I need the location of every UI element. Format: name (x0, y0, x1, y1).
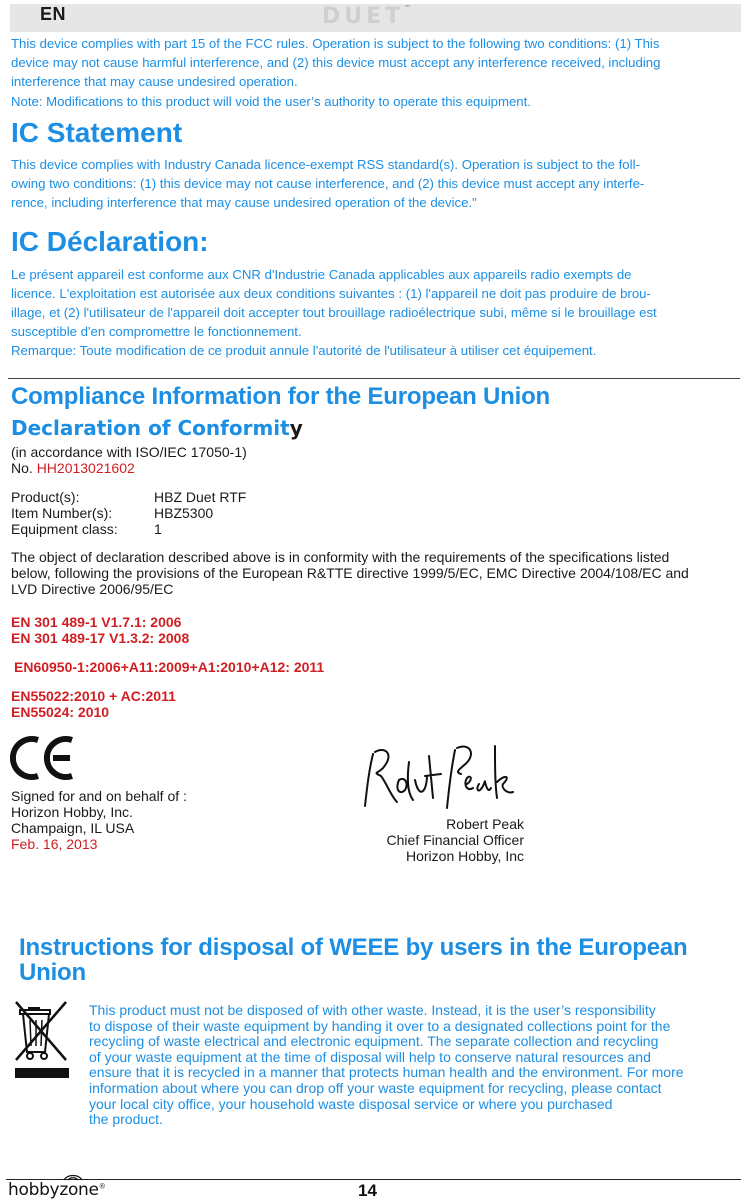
standard-en301489-1: EN 301 489-1 V1.7.1: 2006 (11, 614, 182, 630)
doc-number: No. HH2013021602 (11, 460, 135, 476)
weee-title: Instructions for disposal of WEEE by users in the European Union (19, 934, 688, 986)
doc-title: Declaration of Conformity (11, 416, 303, 440)
ic-statement-text: This device complies with Industry Canada licence-exempt RSS standard(s). Operation is subject to the foll- owing two conditions: (1) this device may not cause interference, and (2) this device must accept any interfe- rence, including interference that may cause undesired operation of the device." (11, 157, 645, 210)
footer-divider (6, 1179, 741, 1180)
standard-en301489-17: EN 301 489-17 V1.3.2: 2008 (11, 630, 190, 646)
section-divider (8, 378, 740, 379)
signature-image (355, 736, 525, 816)
crossed-bin-icon (14, 998, 70, 1080)
eu-compliance-title: Compliance Information for the European Union (11, 383, 551, 410)
ic-statement-title: IC Statement (11, 117, 183, 148)
signatory-block: Robert Peak Chief Financial Officer Horizon Hobby, Inc (386, 816, 524, 864)
fcc-paragraph: This device complies with part 15 of the FCC rules. Operation is subject to the following two conditions: (1) This device may not cause harmful interference, and (2) this device must accept any interference received, including interference that may cause undesired operation. (11, 36, 661, 89)
standard-en55022: EN55022:2010 + AC:2011 (11, 688, 176, 704)
declaration-object: The object of declaration described above is in conformity with the requirements of the specifications listed below, following the provisions of the European R&TTE directive 1999/5/EC, EMC Directive 2004/108/EC and LVD Directive 2006/95/EC (11, 549, 689, 597)
class-value: 1 (154, 521, 162, 537)
product-label: Product(s): (11, 489, 80, 505)
ic-declaration-text: Le présent appareil est conforme aux CNR d'Industrie Canada applicables aux appareils radio exempts de licence. L'exploitation est autorisée aux deux conditions suivantes : (1) l'appareil ne doit pas produire de brou- illage, et (2) l'utilisateur de l'appareil doit accepter tout brouillage radioélectrique subi, même si le brouillage est susceptible d'en compromettre le fonctionnement. Remarque: Toute modification de ce produit annule l'autorité de l'utilisateur à utiliser cet équipement. (11, 267, 657, 358)
hobbyzone-logo: hobbyzone® (8, 1180, 106, 1200)
page-number: 14 (358, 1181, 377, 1200)
weee-text: This product must not be disposed of with other waste. Instead, it is the user’s responsibility to dispose of their waste equipment by handing it over to a designated collections point for the recycling of waste electrical and electronic equipment. The separate collection and recycling of your waste equipment at the time of disposal will help to conserve natural resources and ensure that it is recycled in a manner that protects human health and the environment. For more information about where you can drop off your waste equipment for recycling, please contact your local city office, your household waste disposal service or where you purchased the product. (89, 1002, 684, 1128)
fcc-note: Note: Modifications to this product will void the user’s authority to operate this equipment. (11, 94, 531, 109)
standard-en60950: EN60950-1:2006+A11:2009+A1:2010+A12: 2011 (14, 659, 325, 675)
standard-en55024: EN55024: 2010 (11, 704, 110, 720)
item-value: HBZ5300 (154, 505, 214, 521)
ic-declaration-title: IC Déclaration: (11, 226, 209, 257)
item-label: Item Number(s): (11, 505, 113, 521)
product-value: HBZ Duet RTF (154, 489, 247, 505)
language-label: EN (40, 4, 67, 24)
ce-mark-icon (10, 733, 78, 783)
signed-on-behalf: Signed for and on behalf of : Horizon Hobby, Inc. Champaign, IL USA Feb. 16, 2013 (11, 788, 187, 852)
doc-accordance: (in accordance with ISO/IEC 17050-1) (11, 444, 247, 460)
class-label: Equipment class: (11, 521, 118, 537)
duet-logo: DUET™ (322, 4, 412, 29)
